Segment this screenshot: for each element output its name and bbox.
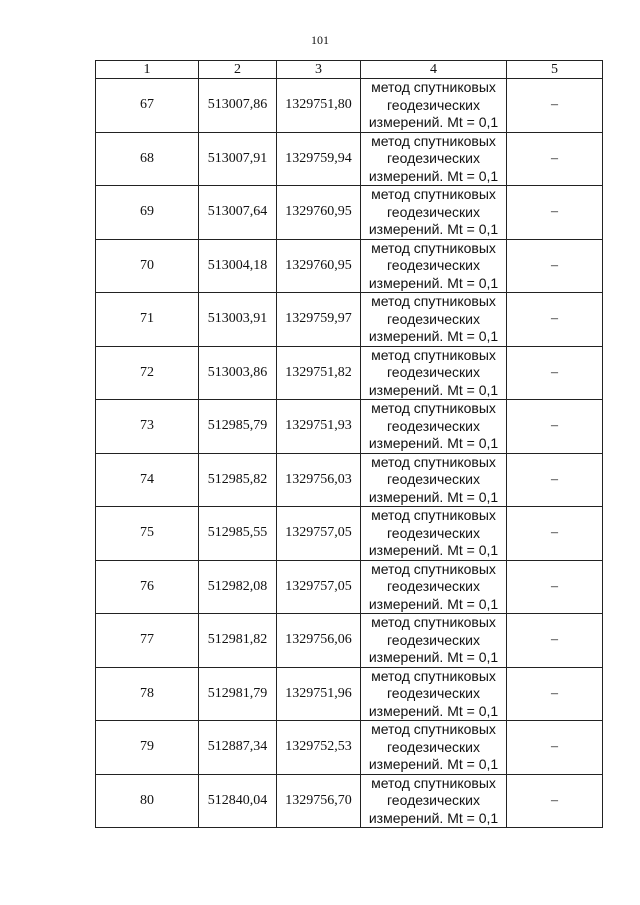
y-coordinate-cell: 1329757,05 [277,507,361,561]
x-coordinate-cell: 513007,86 [199,79,277,133]
x-coordinate-cell: 512985,79 [199,400,277,454]
method-cell [361,560,507,614]
method-line: метод спутниковых [371,453,496,470]
point-number-cell: 74 [96,453,199,507]
method-cell [361,79,507,133]
table-header-row [96,61,603,79]
x-coordinate-cell: 512985,55 [199,507,277,561]
method-line: измерений. Mt = 0,1 [368,649,499,665]
method-line: измерений. Mt = 0,1 [368,435,499,451]
method-line: измерений. Mt = 0,1 [368,809,499,826]
method-line: измерений. Mt = 0,1 [368,488,499,505]
method-line: геодезических [387,417,480,434]
table-row [96,346,603,400]
method-cell [361,293,507,347]
method-line: метод спутниковых [371,239,496,256]
column-header-4: 4 [361,61,507,79]
method-cell [361,774,507,828]
y-coordinate-cell: 1329756,03 [277,453,361,507]
table-row [96,239,603,293]
method-line: измерений. Mt = 0,1 [368,702,499,719]
method-line: геодезических [387,96,480,113]
y-coordinate-cell: 1329751,82 [277,346,361,400]
method-cell [361,186,507,240]
x-coordinate-cell: 512981,79 [199,667,277,721]
method-cell [361,239,507,293]
column-5-cell: – [507,186,603,240]
column-5-cell: – [507,132,603,186]
point-number-cell: 78 [96,667,199,721]
table-row [96,560,603,614]
method-line: геодезических [387,738,480,755]
column-5-cell: – [507,774,603,828]
point-number-cell: 70 [96,239,199,293]
method-line: измерений. Mt = 0,1 [368,756,499,772]
point-number-cell: 76 [96,560,199,614]
x-coordinate-cell: 513003,86 [199,346,277,400]
point-number-cell: 75 [96,507,199,561]
point-number-cell: 68 [96,132,199,186]
column-5-cell: – [507,293,603,347]
method-line: метод спутниковых [371,79,496,95]
y-coordinate-cell: 1329756,70 [277,774,361,828]
x-coordinate-cell: 512981,82 [199,614,277,668]
method-line: метод спутниковых [371,186,496,202]
method-line: геодезических [387,524,480,541]
method-cell [361,400,507,454]
method-cell [361,507,507,561]
point-number-cell: 72 [96,346,199,400]
method-line: геодезических [387,631,480,648]
method-line: метод спутниковых [371,667,496,684]
column-5-cell: – [507,79,603,133]
method-line: метод спутниковых [371,132,496,149]
table-row [96,400,603,454]
method-cell [361,614,507,668]
y-coordinate-cell: 1329751,93 [277,400,361,454]
method-cell [361,721,507,775]
method-line: метод спутниковых [371,614,496,630]
x-coordinate-cell: 512985,82 [199,453,277,507]
method-line: измерений. Mt = 0,1 [368,221,499,237]
table-body [96,79,603,828]
method-line: геодезических [387,310,480,327]
table-row [96,614,603,668]
point-number-cell: 79 [96,721,199,775]
y-coordinate-cell: 1329760,95 [277,239,361,293]
table-row [96,507,603,561]
point-number-cell: 67 [96,79,199,133]
y-coordinate-cell: 1329759,97 [277,293,361,347]
method-line: метод спутниковых [371,721,496,737]
column-header-5: 5 [507,61,603,79]
method-line: метод спутниковых [371,400,496,416]
point-number-cell: 80 [96,774,199,828]
x-coordinate-cell: 512887,34 [199,721,277,775]
column-5-cell: – [507,721,603,775]
method-line: измерений. Mt = 0,1 [368,542,499,558]
y-coordinate-cell: 1329751,80 [277,79,361,133]
method-line: измерений. Mt = 0,1 [368,274,499,291]
method-line: метод спутниковых [371,507,496,523]
method-cell [361,132,507,186]
table-row [96,132,603,186]
column-5-cell: – [507,400,603,454]
y-coordinate-cell: 1329752,53 [277,721,361,775]
method-line: метод спутниковых [371,346,496,363]
method-line: геодезических [387,257,480,273]
point-number-cell: 73 [96,400,199,454]
table-row [96,453,603,507]
column-5-cell: – [507,614,603,668]
method-cell [361,346,507,400]
column-header-1: 1 [96,61,199,79]
method-line: геодезических [387,792,480,808]
method-line: геодезических [387,578,480,594]
y-coordinate-cell: 1329751,96 [277,667,361,721]
column-header-2: 2 [199,61,277,79]
x-coordinate-cell: 513007,64 [199,186,277,240]
method-line: метод спутниковых [371,293,496,309]
method-line: геодезических [387,364,480,380]
table-row [96,79,603,133]
method-line: геодезических [387,685,480,701]
x-coordinate-cell: 513003,91 [199,293,277,347]
table-row [96,293,603,347]
point-number-cell: 71 [96,293,199,347]
column-5-cell: – [507,560,603,614]
x-coordinate-cell: 513007,91 [199,132,277,186]
x-coordinate-cell: 513004,18 [199,239,277,293]
column-header-3: 3 [277,61,361,79]
column-5-cell: – [507,239,603,293]
y-coordinate-cell: 1329756,06 [277,614,361,668]
method-line: измерений. Mt = 0,1 [368,167,499,184]
table-row [96,774,603,828]
method-line: геодезических [387,203,480,220]
y-coordinate-cell: 1329759,94 [277,132,361,186]
point-number-cell: 77 [96,614,199,668]
table-row [96,667,603,721]
method-line: измерений. Mt = 0,1 [368,114,499,130]
x-coordinate-cell: 512982,08 [199,560,277,614]
method-line: метод спутниковых [371,774,496,791]
column-5-cell: – [507,453,603,507]
method-cell [361,667,507,721]
method-line: геодезических [387,150,480,166]
method-line: геодезических [387,471,480,487]
y-coordinate-cell: 1329760,95 [277,186,361,240]
column-5-cell: – [507,667,603,721]
coordinates-table [95,60,603,828]
x-coordinate-cell: 512840,04 [199,774,277,828]
page-number: 101 [311,33,329,47]
table-row [96,721,603,775]
method-line: измерений. Mt = 0,1 [368,595,499,612]
point-number-cell: 69 [96,186,199,240]
column-5-cell: – [507,346,603,400]
method-cell [361,453,507,507]
method-line: измерений. Mt = 0,1 [368,328,499,344]
method-line: измерений. Mt = 0,1 [368,381,499,398]
method-line: метод спутниковых [371,560,496,577]
table-row [96,186,603,240]
column-5-cell: – [507,507,603,561]
y-coordinate-cell: 1329757,05 [277,560,361,614]
